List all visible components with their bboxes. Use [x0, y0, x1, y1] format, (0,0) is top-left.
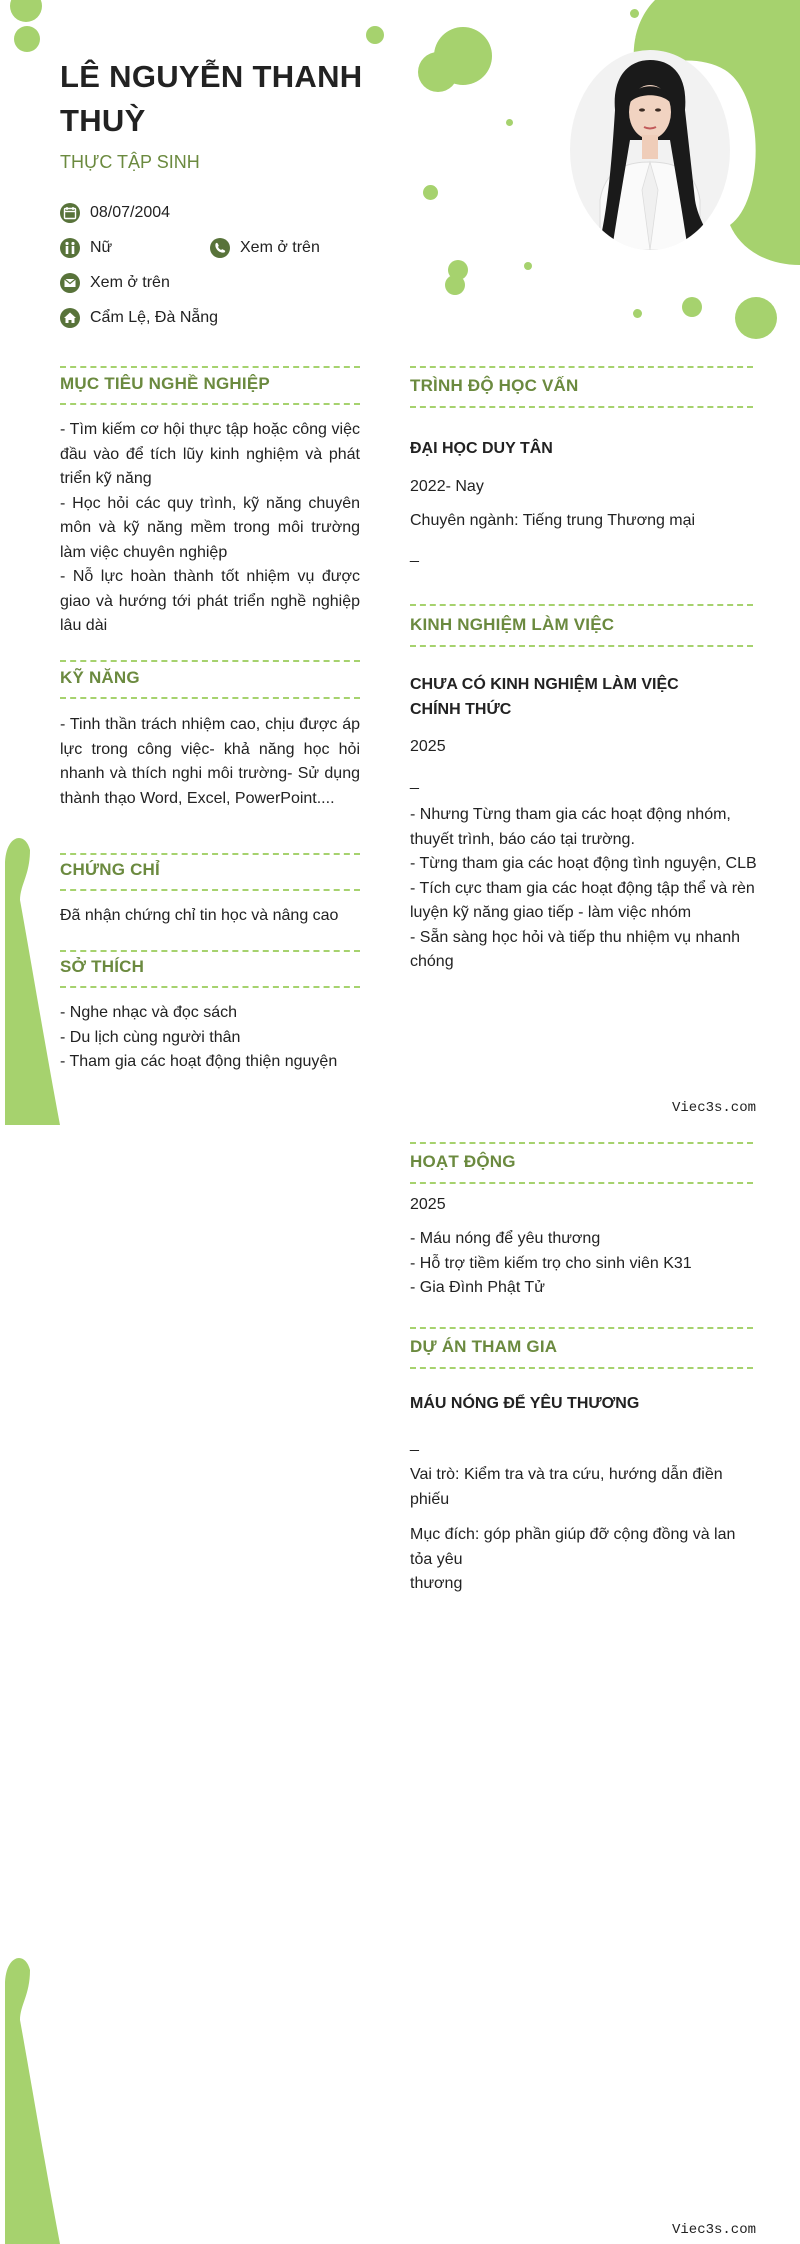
project-role: Vai trò: Kiểm tra và tra cứu, hướng dẫn điền phiếu [410, 1466, 723, 1508]
education-dash: _ [410, 546, 419, 563]
activities-title: HOẠT ĐỘNG [410, 1152, 516, 1171]
deco-circle-top-left-1 [10, 0, 42, 22]
hobby-item: - Tham gia các hoạt động thiện nguyện [60, 1053, 338, 1070]
experience-heading: CHƯA CÓ KINH NGHIỆM LÀM VIỆC CHÍNH THỨC [410, 676, 679, 718]
activities-divider-bottom [410, 1182, 753, 1184]
address-row [60, 308, 218, 328]
deco-circle-1 [366, 26, 384, 44]
hobby-item: - Nghe nhạc và đọc sách [60, 1004, 237, 1021]
candidate-name: LÊ NGUYỄN THANH THUỲ [60, 59, 363, 138]
objective-body [60, 418, 360, 639]
experience-divider-bottom [410, 645, 753, 647]
objective-line: - Nỗ lực hoàn thành tốt nhiệm vụ được giao và hướng tới phát triển nghề nghiệp lâu dài [60, 568, 360, 634]
birthday-row [60, 203, 170, 223]
deco-circle-top-left-2 [14, 26, 40, 52]
calendar-icon [60, 203, 80, 223]
deco-circle-3 [418, 52, 458, 92]
footer-watermark: Viec3s.com [672, 1100, 757, 1116]
activity-item: - Hỗ trợ tiềm kiếm trọ cho sinh viên K31 [410, 1254, 692, 1272]
deco-blob-left-2 [0, 1945, 70, 2244]
projects-title: DỰ ÁN THAM GIA [410, 1337, 558, 1356]
objective-divider-bottom [60, 403, 360, 405]
hobbies-divider-top [60, 950, 360, 952]
project-purpose-line: Mục đích: góp phần giúp đỡ cộng đồng và lan tỏa yêu [410, 1526, 736, 1568]
candidate-role: THỰC TẬP SINH [60, 152, 200, 172]
objective-line: - Tìm kiếm cơ hội thực tập hoặc công việc đầu vào để tích lũy kinh nghiệm và phát triển kỹ năng [60, 421, 360, 487]
deco-circle-5 [506, 119, 513, 126]
objective-title: MỤC TIÊU NGHỀ NGHIỆP [60, 374, 270, 393]
email-row [60, 273, 170, 293]
activity-item: - Gia Đình Phật Tử [410, 1279, 545, 1296]
address-value: Cẩm Lệ, Đà Nẵng [90, 309, 219, 326]
experience-list [410, 803, 760, 975]
email-value: Xem ở trên [90, 274, 170, 291]
education-period: 2022- Nay [410, 478, 484, 495]
phone-row [210, 238, 320, 258]
hobby-item: - Du lịch cùng người thân [60, 1028, 241, 1046]
certificates-title: CHỨNG CHỈ [60, 860, 160, 879]
certificates-divider-bottom [60, 889, 360, 891]
experience-item: - Nhưng Từng tham gia các hoạt động nhóm, thuyết trình, báo cáo tại trường. [410, 806, 731, 848]
activities-divider-top [410, 1142, 753, 1144]
skills-title: KỸ NĂNG [60, 668, 140, 687]
projects-divider-bottom [410, 1367, 753, 1369]
experience-item: - Từng tham gia các hoạt động tình nguyện, CLB [410, 855, 757, 872]
experience-title: KINH NGHIỆM LÀM VIỆC [410, 615, 615, 634]
project-purpose [410, 1523, 750, 1597]
footer-watermark: Viec3s.com [672, 2222, 757, 2238]
deco-circle-8 [445, 275, 465, 295]
skills-body: - Tinh thần trách nhiệm cao, chịu được áp lực trong công việc- khả năng học hỏi nhanh và thích nghi môi trường- Sử dụng thành thạo Word, Excel, PowerPoint.... [60, 716, 360, 807]
hobbies-divider-bottom [60, 986, 360, 988]
hobbies-title: SỞ THÍCH [60, 957, 145, 976]
education-divider-top [410, 366, 753, 368]
activities-year: 2025 [410, 1196, 446, 1213]
experience-dash: _ [410, 773, 419, 790]
home-icon [60, 308, 80, 328]
gender-value: Nữ [90, 239, 113, 256]
experience-item: - Sẵn sàng học hỏi và tiếp thu nhiệm vụ nhanh chóng [410, 928, 740, 970]
gender-icon [60, 238, 80, 258]
project-purpose-line: thương [410, 1575, 463, 1592]
experience-item: - Tích cực tham gia các hoạt động tập thể và rèn luyện kỹ năng giao tiếp - làm việc nhóm [410, 879, 755, 921]
deco-circle-9 [524, 262, 532, 270]
objective-divider-top [60, 366, 360, 368]
deco-circle-10 [633, 309, 642, 318]
skills-divider-top [60, 660, 360, 662]
phone-icon [210, 238, 230, 258]
gender-row [60, 238, 112, 258]
project-dash: _ [410, 1435, 419, 1452]
project-name: MÁU NÓNG ĐỂ YÊU THƯƠNG [410, 1395, 640, 1412]
profile-photo [570, 50, 730, 250]
activities-list [410, 1227, 760, 1301]
hobbies-list [60, 1001, 380, 1075]
phone-value: Xem ở trên [240, 239, 320, 256]
birthday-value: 08/07/2004 [90, 204, 171, 221]
deco-circle-11 [682, 297, 702, 317]
certificates-body: Đã nhận chứng chỉ tin học và nâng cao [60, 907, 339, 924]
certificates-divider-top [60, 853, 360, 855]
education-divider-bottom [410, 406, 753, 408]
education-school: ĐẠI HỌC DUY TÂN [410, 440, 553, 457]
deco-circle-6 [423, 185, 438, 200]
education-major: Chuyên ngành: Tiếng trung Thương mại [410, 512, 696, 529]
education-title: TRÌNH ĐỘ HỌC VẤN [410, 376, 579, 395]
activity-item: - Máu nóng để yêu thương [410, 1230, 601, 1247]
email-icon [60, 273, 80, 293]
experience-divider-top [410, 604, 753, 606]
projects-divider-top [410, 1327, 753, 1329]
objective-line: - Học hỏi các quy trình, kỹ năng chuyên môn và kỹ năng mềm trong môi trường làm việc chuyên nghiệp [60, 494, 360, 561]
experience-year: 2025 [410, 738, 446, 755]
deco-circle-12 [735, 297, 777, 339]
skills-divider-bottom [60, 697, 360, 699]
